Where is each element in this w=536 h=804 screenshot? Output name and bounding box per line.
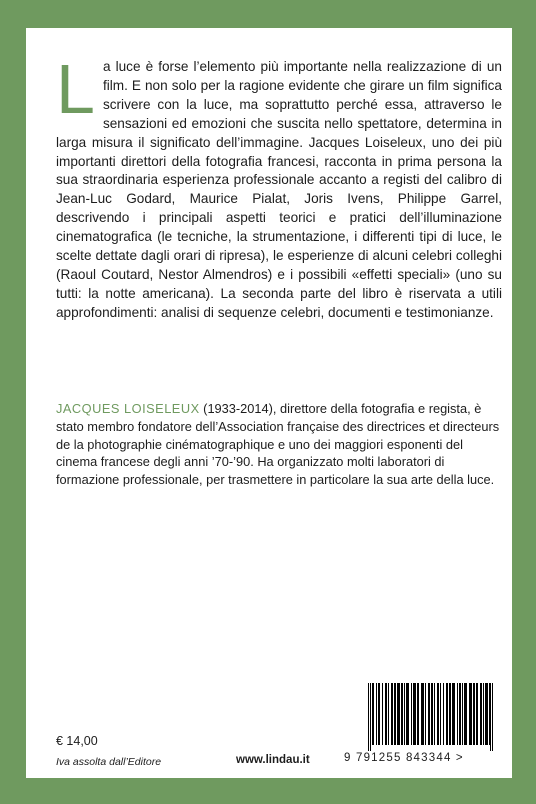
barcode-bar bbox=[462, 683, 463, 745]
barcode-bar bbox=[431, 683, 433, 745]
barcode-bar bbox=[428, 683, 430, 745]
author-bio bbox=[56, 400, 502, 489]
publisher-url: www.lindau.it bbox=[236, 754, 310, 766]
barcode-bar bbox=[434, 683, 435, 745]
barcode-bar bbox=[437, 683, 439, 745]
barcode-bar bbox=[464, 683, 467, 745]
barcode-bar bbox=[411, 683, 412, 745]
barcode-bar bbox=[404, 683, 405, 745]
barcode-bar bbox=[382, 683, 383, 745]
drop-cap: L bbox=[56, 50, 95, 128]
barcode-bar bbox=[391, 683, 393, 745]
barcode-bar bbox=[446, 683, 448, 745]
barcode-bar bbox=[385, 683, 387, 745]
barcode-bar bbox=[425, 683, 426, 745]
barcode-bar bbox=[394, 683, 396, 745]
author-bio-text: (1933-2014), direttore della fotografia e regista, è stato membro fondatore dell’Association française des directrices et directeurs de la photographie cinématographique e uno dei maggiori esponenti del cinema francese degli anni ’70-’90. Ha organizzato molti laboratori di formazione professionale, per trasmettere in particolare la sua arte della luce. bbox=[56, 401, 500, 488]
barcode-bar bbox=[406, 683, 409, 745]
barcode-bar bbox=[378, 683, 380, 745]
vat-note: Iva assolta dall’Editore bbox=[56, 756, 162, 768]
isbn-number: 9 791255 843344 > bbox=[344, 752, 464, 764]
barcode-bar bbox=[443, 683, 444, 745]
price: € 14,00 bbox=[56, 734, 98, 748]
barcode-bar bbox=[413, 683, 416, 745]
barcode-bar bbox=[388, 683, 389, 745]
book-description bbox=[56, 50, 502, 323]
barcode-bar bbox=[489, 683, 490, 745]
barcode-bar bbox=[368, 683, 369, 751]
barcode-bar bbox=[449, 683, 451, 745]
barcode-bar bbox=[480, 683, 482, 745]
author-name: JACQUES LOISELEUX bbox=[56, 401, 200, 416]
barcode-bar bbox=[459, 683, 461, 745]
barcode-bar bbox=[397, 683, 400, 745]
barcode-bar bbox=[469, 683, 472, 745]
barcode-bar bbox=[401, 683, 403, 745]
barcode bbox=[368, 683, 494, 751]
description-text: a luce è forse l’elemento più importante nella realizzazione di un film. E non solo per la ragione evidente che girare un film significa scrivere con la luce, ma soprattutto perché essa, attraverso le sensazioni ed emozioni che suscita nello spettatore, determina in larga misura il significato dell’immagine. Jacques Loiseleux, uno dei più importanti direttori della fotografia francesi, racconta in prima persona la sua straordinaria esperienza professionale accanto a registi del calibro di Jean-Luc Godard, Maurice Pialat, Joris Ivens, Philippe Garrel, descrivendo i principali aspetti teorici e pratici dell’illuminazione cinematografica (le tecniche, la strumentazione, i differenti tipi di luce, le scelte dettate dagli orari di ripresa), le esperienze di alcuni celebri colleghi (Raoul Coutard, Nestor Almendros) e i possibili «effetti speciali» (uno su tutti: la notte americana). La seconda parte del libro è riservata a utili approfondimenti: analisi di sequenze celebri, documenti e testimonianze. bbox=[56, 59, 502, 320]
barcode-bar bbox=[490, 683, 491, 751]
barcode-bar bbox=[473, 683, 475, 745]
barcode-bar bbox=[440, 683, 441, 745]
barcode-bar bbox=[417, 683, 419, 745]
barcode-bar bbox=[457, 683, 458, 745]
barcode-bar bbox=[476, 683, 478, 745]
barcode-bar bbox=[370, 683, 371, 751]
barcode-bar bbox=[421, 683, 424, 745]
barcode-bar bbox=[376, 683, 377, 745]
barcode-bar bbox=[452, 683, 455, 745]
barcode-bar bbox=[483, 683, 484, 745]
back-cover bbox=[26, 28, 512, 778]
barcode-bar bbox=[485, 683, 488, 745]
barcode-bar bbox=[372, 683, 374, 745]
barcode-bar bbox=[492, 683, 493, 751]
